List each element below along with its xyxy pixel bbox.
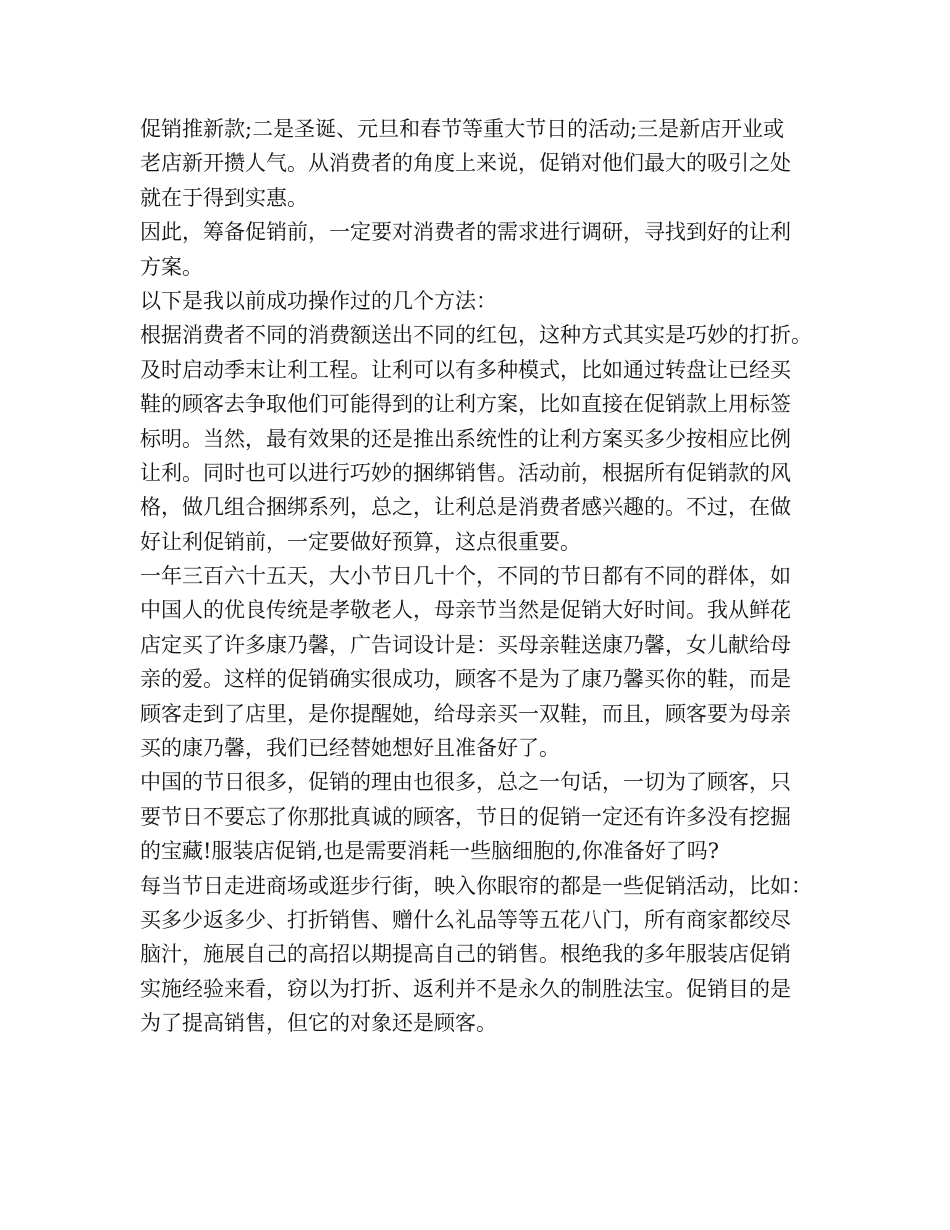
text-line: 因此，筹备促销前，一定要对消费者的需求进行调研，寻找到好的让利 [140, 220, 791, 245]
text-line: 为了提高销售，但它的对象还是顾客。 [140, 1011, 497, 1036]
text-line: 亲的爱。这样的促销确实很成功，顾客不是为了康乃馨买你的鞋，而是 [140, 667, 791, 692]
text-line: 顾客走到了店里，是你提醒她，给母亲买一双鞋，而且，顾客要为母亲 [140, 701, 791, 726]
text-line: 好让利促销前，一定要做好预算，这点很重要。 [140, 529, 581, 554]
text-line: 就在于得到实惠。 [140, 185, 308, 210]
text-line: 每当节日走进商场或逛步行街，映入你眼帘的都是一些促销活动，比如： [140, 873, 812, 898]
text-line: 促销推新款;二是圣诞、元旦和春节等重大节日的活动;三是新店开业或 [140, 117, 785, 141]
text-line: 方案。 [140, 254, 203, 279]
text-line: 中国的节日很多，促销的理由也很多，总之一句话，一切为了顾客，只 [140, 770, 791, 795]
document-body [140, 112, 820, 1041]
text-line: 脑汁，施展自己的高招以期提高自己的销售。根绝我的多年服装店促销 [140, 942, 791, 967]
text-line: 让利。同时也可以进行巧妙的捆绑销售。活动前，根据所有促销款的风 [140, 460, 791, 485]
text-line: 根据消费者不同的消费额送出不同的红包，这种方式其实是巧妙的打折。 [140, 323, 812, 348]
text-line: 买的康乃馨，我们已经替她想好且准备好了。 [140, 736, 560, 761]
text-line: 老店新开攒人气。从消费者的角度上来说，促销对他们最大的吸引之处 [140, 151, 791, 176]
text-line: 的宝藏!服装店促销,也是需要消耗一些脑细胞的,你准备好了吗? [140, 839, 720, 864]
text-line: 中国人的优良传统是孝敬老人，母亲节当然是促销大好时间。我从鲜花 [140, 598, 791, 623]
text-line: 一年三百六十五天，大小节日几十个，不同的节日都有不同的群体，如 [140, 564, 791, 589]
text-line: 买多少返多少、打折销售、赠什么礼品等等五花八门，所有商家都绞尽 [140, 907, 791, 932]
text-line: 格，做几组合捆绑系列，总之，让利总是消费者感兴趣的。不过，在做 [140, 495, 791, 520]
text-line: 标明。当然，最有效果的还是推出系统性的让利方案买多少按相应比例 [140, 426, 791, 451]
text-line: 店定买了许多康乃馨，广告词设计是：买母亲鞋送康乃馨，女儿献给母 [140, 632, 791, 657]
text-line: 实施经验来看，窃以为打折、返利并不是永久的制胜法宝。促销目的是 [140, 976, 791, 1001]
text-line: 以下是我以前成功操作过的几个方法： [140, 288, 497, 313]
text-line: 要节日不要忘了你那批真诚的顾客，节日的促销一定还有许多没有挖掘 [140, 804, 791, 829]
text-line: 鞋的顾客去争取他们可能得到的让利方案，比如直接在促销款上用标签 [140, 392, 791, 417]
text-line: 及时启动季末让利工程。让利可以有多种模式，比如通过转盘让已经买 [140, 357, 791, 382]
